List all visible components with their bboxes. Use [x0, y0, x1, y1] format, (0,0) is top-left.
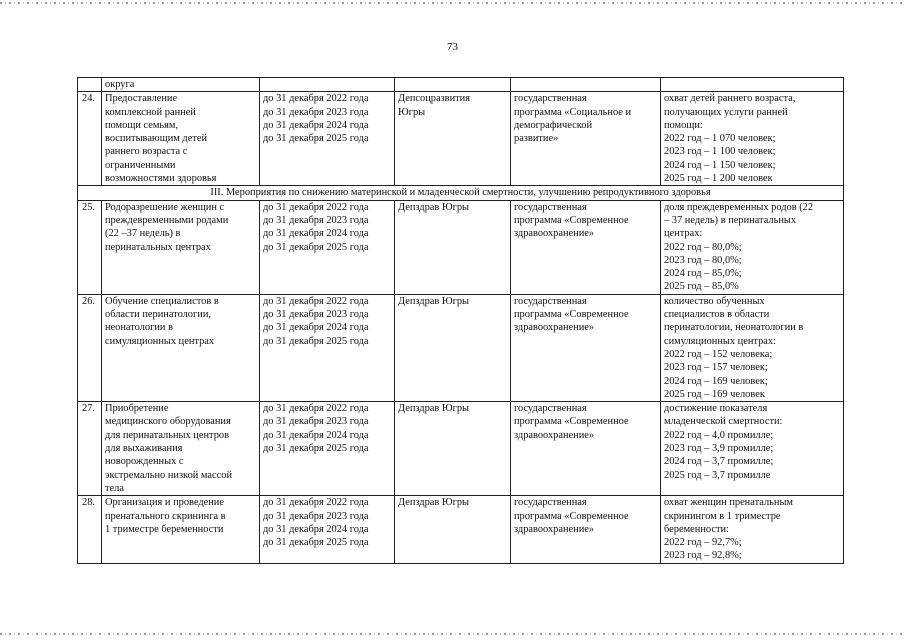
cell-deadlines [260, 200, 395, 294]
cell-program-line: государственная [514, 497, 587, 509]
table-row-continuation [78, 78, 844, 92]
cell-activity [102, 402, 260, 496]
cell-result-line: 2023 год – 157 человек; [664, 362, 768, 374]
cell-program [511, 402, 661, 496]
cell-deadlines-line: до 31 декабря 2024 года [263, 228, 369, 240]
cell-activity-line: комплексной ранней [105, 106, 196, 118]
cell-deadlines [260, 294, 395, 401]
cell-result-line: доля преждевременных родов (22 [664, 201, 814, 213]
cell-deadlines-line: до 31 декабря 2023 года [263, 510, 369, 522]
cell-activity-line: симуляционных центрах [105, 335, 215, 347]
table-row [78, 294, 844, 401]
cell-result-line: 2024 год – 3,7 промилле; [664, 456, 774, 468]
cell-result-line: количество обученных [664, 295, 765, 307]
cell-result-line: специалистов в области [664, 309, 770, 321]
cell-num: 28. [78, 496, 102, 563]
cell-result-line: младенческой смертности: [664, 416, 783, 428]
cell-program-line: программа «Социальное и [514, 106, 632, 118]
cell-result-line: 2022 год – 152 человека; [664, 348, 773, 360]
cell-deadlines-line: до 31 декабря 2022 года [263, 295, 369, 307]
cell-executor [395, 200, 511, 294]
cell-result-line: 2022 год – 4,0 промилле; [664, 429, 774, 441]
cell-deadlines [260, 402, 395, 496]
cell-result-line: симуляционных центрах: [664, 335, 776, 347]
cell-activity-line: пренатального скрининга в [105, 510, 226, 522]
cell-program-line: государственная [514, 201, 587, 213]
cell-program-line: здравоохранение» [514, 523, 595, 535]
cell-num: 27. [78, 402, 102, 496]
cell-activity-line: Предоставление [105, 93, 178, 105]
cell-program-line: программа «Современное [514, 510, 629, 522]
cell-executor-line: Депздрав Югры [398, 497, 470, 509]
cell-result-line: перинатологии, неонатологии в [664, 322, 804, 334]
cell-program [511, 294, 661, 401]
cell-activity: округа [102, 78, 260, 92]
cell-activity-line: области перинатологии, [105, 309, 211, 321]
cell-activity-line: преждевременными родами [105, 214, 229, 226]
cell-executor [395, 402, 511, 496]
cell-executor [395, 496, 511, 563]
cell-program-line: государственная [514, 403, 587, 415]
cell-activity-line: для перинатальных центров [105, 429, 230, 441]
cell-result-line: 2022 год – 92,7%; [664, 537, 742, 549]
cell-result [661, 200, 844, 294]
cell-deadlines-line: до 31 декабря 2025 года [263, 133, 369, 145]
cell-activity-line: перинатальных центрах [105, 241, 211, 253]
cell-deadlines-line: до 31 декабря 2024 года [263, 429, 369, 441]
cell-result-line: 2025 год – 85,0% [664, 281, 739, 293]
cell-result [661, 92, 844, 186]
cell-activity [102, 496, 260, 563]
cell-activity-line: для выхаживания [105, 443, 183, 455]
cell-deadlines-line: до 31 декабря 2025 года [263, 443, 369, 455]
cell-deadlines [260, 78, 395, 92]
cell-deadlines-line: до 31 декабря 2022 года [263, 403, 369, 415]
cell-activity-line: Приобретение [105, 403, 169, 415]
cell-activity-line: раннего возраста с [105, 146, 188, 158]
measures-table [77, 77, 844, 564]
cell-executor-line: Депздрав Югры [398, 295, 470, 307]
cell-program [511, 496, 661, 563]
cell-result-line: 2024 год – 85,0%; [664, 268, 742, 280]
cell-result-line: 2023 год – 92,8%; [664, 550, 742, 562]
cell-executor-line: Югры [398, 106, 426, 118]
cell-deadlines [260, 496, 395, 563]
cell-activity-line: медицинского оборудования [105, 416, 231, 428]
cell-num: 24. [78, 92, 102, 186]
cell-deadlines-line: до 31 декабря 2025 года [263, 335, 369, 347]
cell-program [511, 78, 661, 92]
cell-deadlines-line: до 31 декабря 2024 года [263, 119, 369, 131]
cell-deadlines-line: до 31 декабря 2023 года [263, 106, 369, 118]
cell-activity-line: ограниченными [105, 159, 176, 171]
cell-activity-line: (22 –37 недель) в [105, 228, 181, 240]
cell-result [661, 294, 844, 401]
cell-deadlines-line: до 31 декабря 2025 года [263, 537, 369, 549]
cell-deadlines-line: до 31 декабря 2024 года [263, 523, 369, 535]
cell-program-line: здравоохранение» [514, 429, 595, 441]
cell-deadlines [260, 92, 395, 186]
cell-deadlines-line: до 31 декабря 2022 года [263, 93, 369, 105]
cell-result-line: центрах: [664, 228, 703, 240]
cell-result-line: 2023 год – 80,0%; [664, 254, 742, 266]
cell-program [511, 200, 661, 294]
table-row [78, 92, 844, 186]
cell-num [78, 78, 102, 92]
section-header-row [78, 186, 844, 200]
cell-activity [102, 294, 260, 401]
cell-result-line: скринингом в 1 триместре [664, 510, 781, 522]
cell-result [661, 78, 844, 92]
cell-num: 26. [78, 294, 102, 401]
cell-activity-line: экстремально низкой массой [105, 469, 233, 481]
cell-result-line: достижение показателя [664, 403, 768, 415]
cell-result-line: 2025 год – 1 200 человек [664, 173, 773, 185]
cell-result-line: 2022 год – 1 070 человек; [664, 133, 776, 145]
cell-executor [395, 92, 511, 186]
cell-program-line: программа «Современное [514, 309, 629, 321]
cell-activity [102, 92, 260, 186]
cell-result-line: охват женщин пренатальным [664, 497, 793, 509]
cell-result-line: помощи: [664, 119, 703, 131]
cell-program-line: здравоохранение» [514, 322, 595, 334]
scan-edge-top [0, 2, 905, 4]
cell-activity-line: помощи семьям, [105, 119, 179, 131]
cell-program [511, 92, 661, 186]
cell-program-line: здравоохранение» [514, 228, 595, 240]
cell-activity-line: Родоразрешение женщин с [105, 201, 225, 213]
cell-executor-line: Депсоцразвития [398, 93, 471, 105]
cell-executor [395, 294, 511, 401]
cell-deadlines-line: до 31 декабря 2023 года [263, 214, 369, 226]
cell-program-line: государственная [514, 295, 587, 307]
cell-result-line: 2025 год – 169 человек [664, 388, 765, 400]
cell-result-line: 2023 год – 3,9 промилле; [664, 443, 774, 455]
cell-result [661, 402, 844, 496]
cell-result-line: получающих услуги ранней [664, 106, 788, 118]
cell-activity-line: тела [105, 482, 124, 494]
cell-executor-line: Депздрав Югры [398, 403, 470, 415]
cell-result-line: – 37 недель) в перинатальных [664, 214, 797, 226]
section-title: III. Мероприятия по снижению материнской и младенческой смертности, улучшению репродуктивного здоровья [78, 186, 844, 200]
cell-result [661, 496, 844, 563]
cell-result-line: 2025 год – 3,7 промилле [664, 469, 771, 481]
cell-activity-line: возможностями здоровья [105, 173, 217, 185]
cell-result-line: 2023 год – 1 100 человек; [664, 146, 776, 158]
cell-result-line: 2022 год – 80,0%; [664, 241, 742, 253]
cell-activity-line: Обучение специалистов в [105, 295, 219, 307]
cell-program-line: демографической [514, 119, 593, 131]
cell-deadlines-line: до 31 декабря 2022 года [263, 201, 369, 213]
scan-edge-bottom [0, 633, 905, 635]
cell-program-line: развитие» [514, 133, 559, 145]
cell-activity-line: Организация и проведение [105, 497, 224, 509]
cell-activity-line: новорожденных с [105, 456, 184, 468]
cell-deadlines-line: до 31 декабря 2023 года [263, 309, 369, 321]
cell-result-line: беременности: [664, 523, 729, 535]
page-number: 73 [447, 41, 458, 53]
cell-deadlines-line: до 31 декабря 2022 года [263, 497, 369, 509]
table-row [78, 200, 844, 294]
cell-activity-line: 1 триместре беременности [105, 523, 224, 535]
cell-result-line: 2024 год – 169 человек; [664, 375, 768, 387]
cell-program-line: государственная [514, 93, 587, 105]
cell-activity-line: воспитывающим детей [105, 133, 208, 145]
cell-deadlines-line: до 31 декабря 2024 года [263, 322, 369, 334]
cell-executor [395, 78, 511, 92]
table-row [78, 496, 844, 563]
cell-activity [102, 200, 260, 294]
table-row [78, 402, 844, 496]
cell-deadlines-line: до 31 декабря 2023 года [263, 416, 369, 428]
cell-program-line: программа «Современное [514, 416, 629, 428]
cell-executor-line: Депздрав Югры [398, 201, 470, 213]
cell-deadlines-line: до 31 декабря 2025 года [263, 241, 369, 253]
cell-program-line: программа «Современное [514, 214, 629, 226]
cell-activity-line: неонатологии в [105, 322, 174, 334]
cell-num: 25. [78, 200, 102, 294]
cell-result-line: 2024 год – 1 150 человек; [664, 159, 776, 171]
cell-result-line: охват детей раннего возраста, [664, 93, 796, 105]
